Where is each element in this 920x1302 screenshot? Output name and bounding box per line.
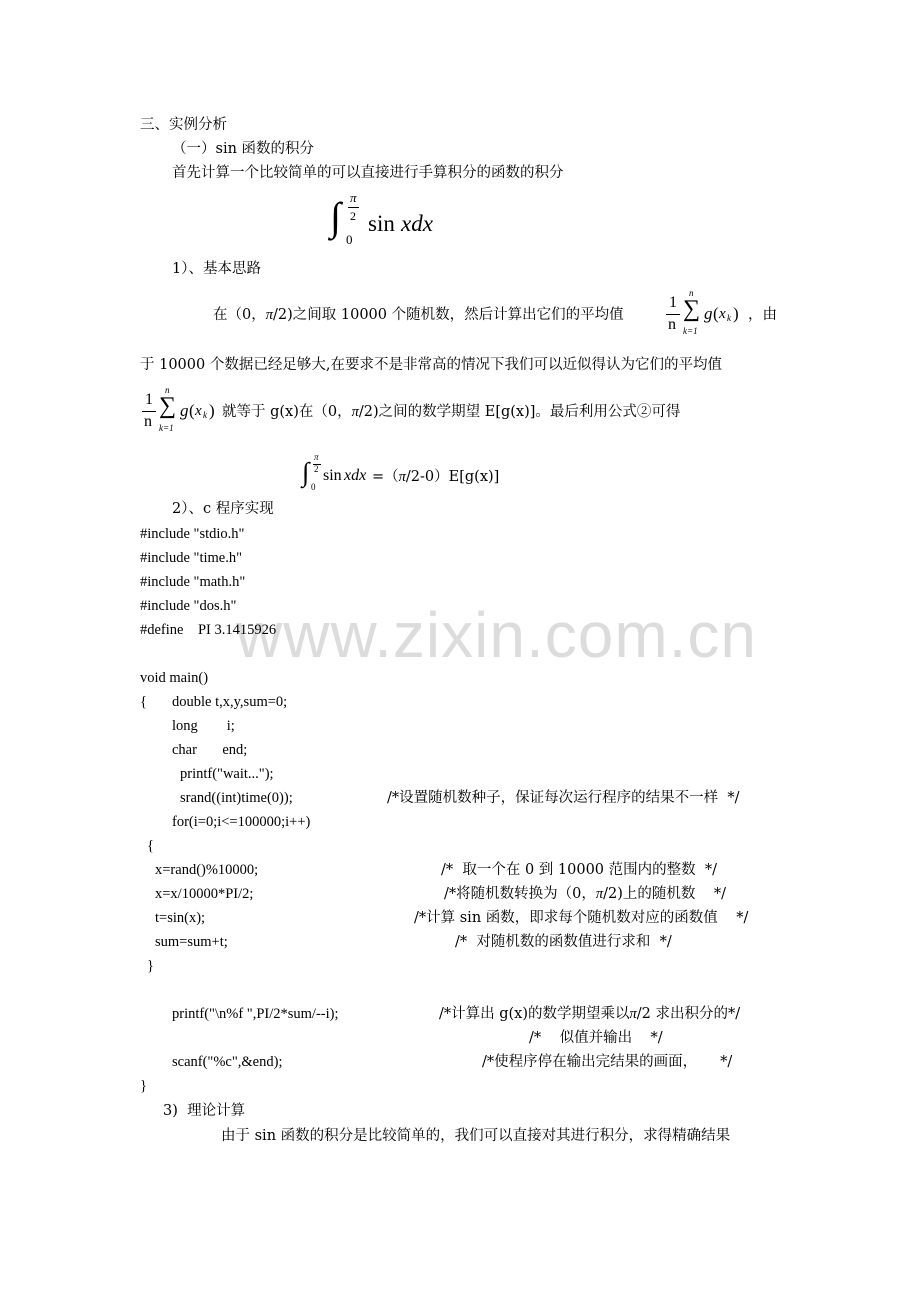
code-loop-close: } [147, 958, 154, 974]
sum-lower: k=1 [683, 326, 698, 336]
func-close: ) [209, 401, 215, 420]
code-comment-scale [444, 885, 726, 903]
code-srand: srand((int)time(0)); [180, 790, 293, 806]
code-open-brace: { [140, 694, 147, 710]
frac-bar [142, 411, 156, 412]
frac-denominator: n [144, 413, 152, 430]
upper-limit-fraction-bar [348, 207, 359, 208]
func-x: x [195, 403, 202, 419]
code-stmt-scale: x=x/10000*PI/2; [155, 886, 254, 902]
upper-limit-2: 2 [350, 209, 356, 223]
func-open: ( [713, 304, 719, 323]
idea-line-1-rest: /2)之间取 10000 个随机数，然后计算出它们的平均值 [273, 307, 624, 323]
func-sub: k [203, 410, 207, 420]
code-printf-wait: printf("wait..."); [180, 766, 274, 782]
upper-limit-pi: π [350, 190, 357, 205]
code-comment-sin: /*计算 sin 函数，即求每个随机数对应的函数值 */ [414, 910, 749, 926]
code-include-dos: #include "dos.h" [140, 598, 237, 614]
upper-limit-2: 2 [314, 464, 319, 474]
code-decl-char: char end; [172, 742, 248, 758]
frac-numerator: 1 [669, 294, 677, 311]
lower-limit: 0 [346, 232, 353, 247]
sum-upper: n [689, 288, 694, 298]
func-sub: k [727, 313, 731, 323]
sum-upper: n [165, 385, 170, 395]
integral-formula-2 [302, 452, 532, 496]
theory-paragraph: 由于 sin 函数的积分是比较简单的，我们可以直接对其进行积分，求得精确结果 [221, 1128, 731, 1144]
rhs-equals: =（ [372, 469, 399, 485]
idea-line-2: 于 10000 个数据已经足够大,在要求不是非常高的情况下我们可以近似得认为它们的平均值 [140, 357, 722, 373]
integrand-var: xdx [344, 467, 367, 484]
code-scanf: scanf("%c",&end); [172, 1054, 283, 1070]
func-g: g [704, 304, 713, 323]
comment-scale-a: /*将随机数转换为（0， [444, 886, 596, 902]
code-decl-double: double t,x,y,sum=0; [172, 694, 288, 710]
integral-sign: ∫ [330, 194, 341, 239]
comment-scale-b: /2)上的随机数 */ [603, 886, 726, 902]
code-main-signature: void main() [140, 670, 209, 686]
upper-limit-pi: π [314, 452, 319, 462]
section-heading: 三、实例分析 [140, 117, 227, 133]
mean-formula-2 [142, 385, 222, 437]
integrand-sin: sin [323, 467, 342, 484]
code-stmt-rand: x=rand()%10000; [155, 862, 259, 878]
integrand-var: xdx [401, 211, 433, 236]
mean-formula-1 [666, 288, 746, 340]
code-comment-scanf: /*使程序停在输出完结果的画面， */ [482, 1054, 733, 1070]
code-close-brace: } [140, 1078, 147, 1094]
code-comment-sum: /* 对随机数的函数值进行求和 */ [455, 934, 672, 950]
func-x: x [719, 306, 726, 322]
code-include-time: #include "time.h" [140, 550, 243, 566]
code-include-math: #include "math.h" [140, 574, 246, 590]
frac-numerator: 1 [145, 391, 153, 408]
func-open: ( [189, 401, 195, 420]
code-include-stdio: #include "stdio.h" [140, 526, 245, 542]
impl-heading: 2）、c 程序实现 [172, 501, 274, 517]
rhs-expectation: /2-0）E[g(x)] [405, 469, 500, 485]
code-comment-result-2: /* 似值并输出 */ [529, 1030, 663, 1046]
code-printf-result: printf("\n%f ",PI/2*sum/--i); [172, 1006, 339, 1022]
sigma-icon: ∑ [683, 296, 701, 322]
func-close: ) [733, 304, 739, 323]
pi-symbol: π [265, 307, 273, 323]
pi-symbol: π [629, 1006, 637, 1022]
sigma-icon: ∑ [159, 393, 177, 419]
code-comment-result [439, 1005, 740, 1023]
pi-symbol: π [595, 886, 604, 902]
idea-line-1 [213, 306, 624, 324]
frac-denominator: n [668, 316, 676, 333]
code-stmt-sum: sum=sum+t; [155, 934, 228, 950]
idea-line-1-end: ，由 [748, 307, 777, 323]
subsection-heading: （一）sin 函数的积分 [172, 141, 315, 157]
comment-result-b: /2 求出积分的*/ [636, 1006, 741, 1022]
pi-symbol: π [398, 469, 406, 485]
code-for-loop: for(i=0;i<=100000;i++) [172, 814, 311, 830]
theory-heading: 3) 理论计算 [163, 1103, 246, 1119]
idea-line-3 [222, 403, 680, 421]
idea-line-3-end: /2)之间的数学期望 E[g(x)]。最后利用公式②可得 [358, 404, 681, 420]
integral-formula-1 [330, 190, 450, 252]
code-define-pi: #define PI 3.1415926 [140, 622, 277, 638]
comment-result-a: /*计算出 g(x)的数学期望乘以 [439, 1006, 630, 1022]
code-comment-srand: /*设置随机数种子，保证每次运行程序的结果不一样 */ [387, 790, 740, 806]
idea-heading: 1）、基本思路 [172, 261, 261, 277]
func-g: g [180, 401, 189, 420]
idea-line-3-rest: 就等于 g(x)在（0， [222, 404, 352, 420]
integrand-sin: sin [368, 211, 395, 236]
code-comment-rand: /* 取一个在 0 到 10000 范围内的整数 */ [441, 862, 717, 878]
intro-text: 首先计算一个比较简单的可以直接进行手算积分的函数的积分 [172, 165, 564, 181]
watermark: www.zixin.com.cn [236, 599, 757, 671]
lower-limit: 0 [311, 482, 316, 492]
code-stmt-sin: t=sin(x); [155, 910, 206, 926]
code-decl-long: long i; [172, 718, 235, 734]
sum-lower: k=1 [159, 423, 174, 433]
integral-sign: ∫ [302, 457, 310, 487]
code-loop-open: { [147, 838, 154, 854]
idea-line-1-text: 在（0， [213, 307, 266, 323]
frac-bar [666, 314, 680, 315]
formula-2-rhs [372, 468, 499, 486]
pi-symbol: π [351, 404, 359, 420]
